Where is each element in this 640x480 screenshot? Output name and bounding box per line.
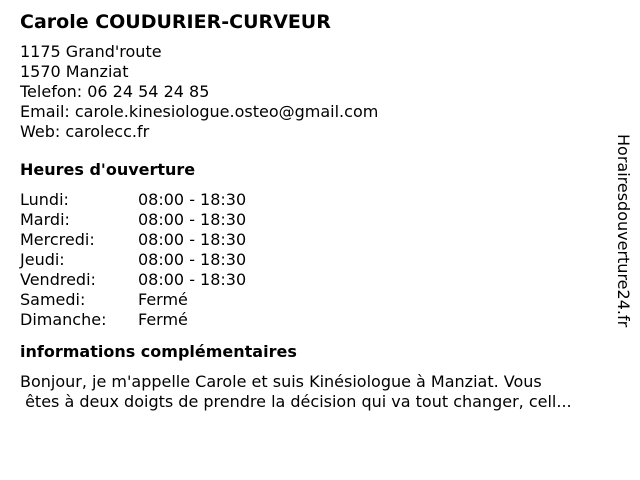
opening-time: Fermé — [138, 310, 188, 329]
day-label: Mercredi: — [20, 230, 95, 249]
opening-time: 08:00 - 18:30 — [138, 250, 247, 269]
day-label: Dimanche: — [20, 310, 107, 329]
additional-info-heading: informations complémentaires — [20, 342, 297, 361]
opening-hours-list — [20, 190, 616, 330]
listing-content — [20, 10, 616, 412]
hours-row-tuesday — [20, 210, 616, 230]
description-line-2: êtes à deux doigts de prendre la décision qui va tout changer, cell... — [20, 392, 572, 411]
email-address[interactable]: Email: carole.kinesiologue.osteo@gmail.com — [20, 102, 379, 121]
opening-time: Fermé — [138, 290, 188, 309]
opening-hours-heading: Heures d'ouverture — [20, 160, 196, 179]
day-label: Lundi: — [20, 190, 69, 209]
phone-number[interactable]: Telefon: 06 24 54 24 85 — [20, 82, 210, 101]
description-line-1: Bonjour, je m'appelle Carole et suis Kinésiologue à Manziat. Vous — [20, 372, 542, 391]
day-label: Mardi: — [20, 210, 70, 229]
hours-row-saturday — [20, 290, 616, 310]
day-label: Samedi: — [20, 290, 86, 309]
website-link[interactable]: Web: carolecc.fr — [20, 122, 150, 141]
hours-row-thursday — [20, 250, 616, 270]
site-watermark: Horairesdouverture24.fr — [614, 134, 633, 328]
business-name: Carole COUDURIER-CURVEUR — [20, 11, 331, 33]
hours-row-monday — [20, 190, 616, 210]
hours-row-sunday — [20, 310, 616, 330]
address-line-2: 1570 Manziat — [20, 62, 129, 81]
opening-time: 08:00 - 18:30 — [138, 230, 247, 249]
address-line-1: 1175 Grand'route — [20, 42, 162, 61]
hours-row-wednesday — [20, 230, 616, 250]
opening-time: 08:00 - 18:30 — [138, 190, 247, 209]
day-label: Jeudi: — [20, 250, 65, 269]
hours-row-friday — [20, 270, 616, 290]
day-label: Vendredi: — [20, 270, 96, 289]
opening-time: 08:00 - 18:30 — [138, 210, 247, 229]
opening-time: 08:00 - 18:30 — [138, 270, 247, 289]
